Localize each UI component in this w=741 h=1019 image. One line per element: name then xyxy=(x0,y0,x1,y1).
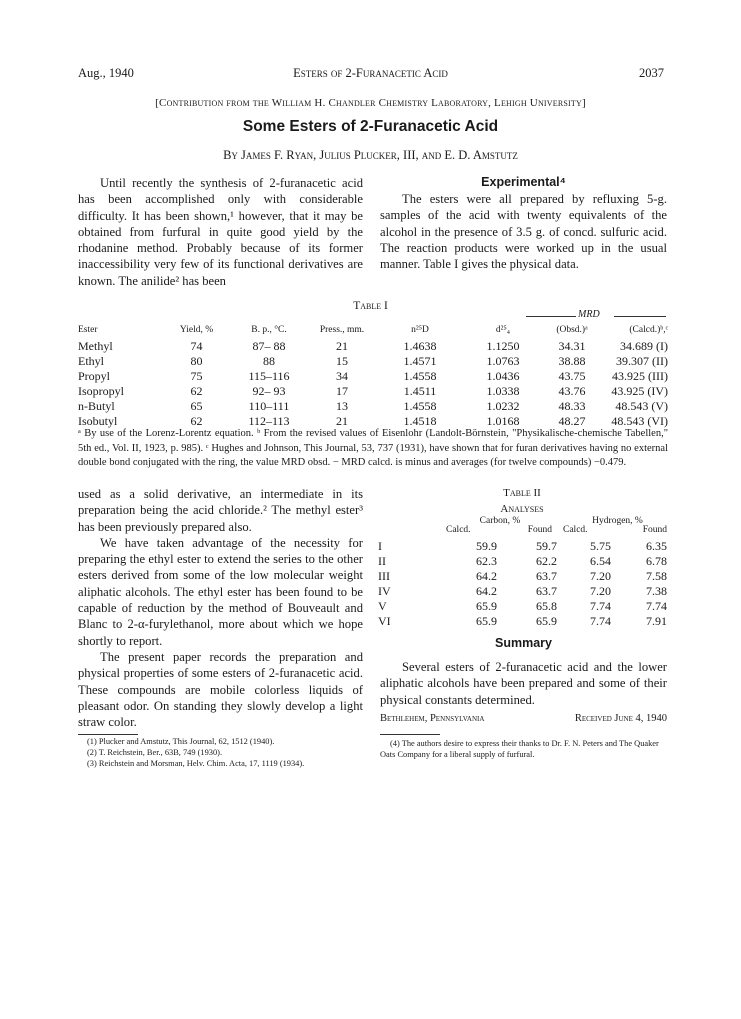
table-cell: 115–116 xyxy=(248,369,290,383)
table-cell: 48.33 xyxy=(558,399,586,413)
location-line: Bethlehem, Pennsylvania xyxy=(380,713,485,724)
table2-carbon-subheaders xyxy=(446,525,552,535)
table2-subheader: Calcd. xyxy=(563,525,588,535)
left-column-body xyxy=(78,486,363,730)
table-cell: 7.74 xyxy=(646,599,667,613)
page-number: 2037 xyxy=(639,66,664,80)
table-cell: 6.35 xyxy=(646,539,667,553)
table-cell: 110–111 xyxy=(248,399,290,413)
table-row xyxy=(377,614,667,629)
header-left: Aug., 1940 xyxy=(78,66,134,80)
running-title: Esters of 2-Furanacetic Acid xyxy=(293,66,448,80)
table2-subheader: Found xyxy=(642,525,667,535)
table-cell: 17 xyxy=(336,384,348,398)
table-cell: Propyl xyxy=(78,369,111,383)
article-title: Some Esters of 2-Furanacetic Acid xyxy=(242,118,499,135)
table-cell: 63.7 xyxy=(536,569,557,583)
table-cell: 62.2 xyxy=(536,554,557,568)
table-cell: 7.38 xyxy=(646,584,667,598)
table1 xyxy=(78,321,668,429)
summary-text: Several esters of 2-furanacetic acid and the lower aliphatic alcohols have been prepared and some of their physical constants determined. xyxy=(380,660,667,707)
table-row xyxy=(78,339,668,354)
table1-mr-group-label: MRD xyxy=(578,309,600,320)
table2-subtitle: Analyses xyxy=(500,503,544,515)
table2-carbon-group: Carbon, % xyxy=(479,516,521,526)
table-cell: 13 xyxy=(336,399,348,413)
table-cell: 112–113 xyxy=(248,414,290,428)
table-cell: V xyxy=(378,599,387,613)
table1-col-header: Ester xyxy=(78,325,98,335)
table-cell: 62.3 xyxy=(476,554,497,568)
table-cell: 65 xyxy=(190,399,203,413)
table-cell: 74 xyxy=(190,339,203,353)
table-cell: 62 xyxy=(190,384,203,398)
received-line: Received June 4, 1940 xyxy=(574,713,667,724)
table-row xyxy=(377,539,667,554)
table-cell: 43.925 (IV) xyxy=(611,384,668,398)
table-cell: 1.4558 xyxy=(403,399,437,413)
table2-title: Table II xyxy=(503,487,541,499)
table1-mr-bracket-right xyxy=(614,316,666,317)
table-cell: 6.54 xyxy=(590,554,611,568)
table-cell: 64.2 xyxy=(476,584,497,598)
table-cell: 1.4558 xyxy=(403,369,437,383)
experimental-heading: Experimental⁴ xyxy=(481,175,566,189)
table-row xyxy=(78,399,668,414)
table-cell: 65.9 xyxy=(476,599,497,613)
table1-col-header: (Obsd.)ᵃ xyxy=(556,325,588,335)
footnote-4: (4) The authors desire to express their thanks to Dr. F. N. Peters and The Quaker Oats Company for a liberal supply of furfural. xyxy=(380,739,659,759)
table-row xyxy=(78,384,668,399)
table-cell: 1.1250 xyxy=(486,339,520,353)
table-cell: 65.8 xyxy=(536,599,557,613)
table2-hydrogen-subheaders xyxy=(563,525,667,535)
table-cell: III xyxy=(378,569,390,583)
table-cell: Methyl xyxy=(78,339,113,353)
table-cell: 6.78 xyxy=(646,554,667,568)
table-cell: n-Butyl xyxy=(78,399,115,413)
intro-text: Until recently the synthesis of 2-furanacetic acid has been accomplished only with considerable difficulty. It has been shown,¹ however, that it may be obtained from furfural in quite good yield by the rhodanine method. Probably because of its former inaccessibility very few of its functional derivatives are known. The anilide² has been xyxy=(78,176,363,288)
table-cell: 43.75 xyxy=(558,369,586,383)
table-cell: IV xyxy=(378,584,391,598)
table-cell: VI xyxy=(378,614,391,628)
table1-footnote: ᵃ By use of the Lorenz-Lorentz equation. ᵇ From the revised values of Eisenlohr (Landolt-Börnstein, "Physikalische-chemische Tabellen," 5th ed., Vol. II, 1923, p. 985). ᶜ Hughes and Johnson, This Journal, 53, 737 (1931), have shown that for furan derivatives having no external double bond conjugated with the ring, the value MRD obsd. − MRD calcd. is minus and averages (for twelve compounds) −0.479. xyxy=(78,428,668,468)
table-cell: 59.9 xyxy=(476,539,497,553)
author-line: By James F. Ryan, Julius Plucker, III, and E. D. Amstutz xyxy=(223,148,518,162)
footnote-item: (2) T. Reichstein, Ber., 63B, 749 (1930). xyxy=(87,747,223,757)
table-cell: 7.20 xyxy=(590,569,611,583)
table-cell: 34.31 xyxy=(558,339,586,353)
table-cell: 65.9 xyxy=(536,614,557,628)
table-cell: 34.689 (I) xyxy=(620,339,668,353)
intro-paragraph xyxy=(78,175,363,289)
table-cell: 1.0232 xyxy=(486,399,520,413)
footnotes-left xyxy=(87,737,367,769)
table-cell: 48.27 xyxy=(558,414,586,428)
table-cell: 21 xyxy=(336,339,348,353)
table-cell: 92– 93 xyxy=(252,384,286,398)
table-cell: 64.2 xyxy=(476,569,497,583)
table-cell: 1.0436 xyxy=(486,369,520,383)
table-cell: 39.307 (II) xyxy=(616,354,668,368)
table1-mr-bracket-left xyxy=(526,316,576,317)
table-cell: 15 xyxy=(336,354,348,368)
table1-col-header: (Calcd.)ᵇ,ᶜ xyxy=(629,325,668,335)
table-cell: 7.20 xyxy=(590,584,611,598)
footnote-rule-left xyxy=(78,734,138,735)
table-cell: 1.0338 xyxy=(486,384,520,398)
table-cell: II xyxy=(378,554,386,568)
table2 xyxy=(377,539,667,629)
footnote-item: (1) Plucker and Amstutz, This Journal, 62, 1512 (1940). xyxy=(87,737,275,746)
table-cell: Isobutyl xyxy=(78,414,118,428)
table1-title: Table I xyxy=(353,300,388,312)
table-cell: 1.0763 xyxy=(486,354,520,368)
table-cell: Ethyl xyxy=(78,354,104,368)
table2-subheader: Found xyxy=(527,525,552,535)
table-cell: 7.74 xyxy=(590,614,611,628)
table1-col-header: n²⁵D xyxy=(411,325,429,335)
table-cell: 1.4638 xyxy=(403,339,437,353)
table1-col-header: d²⁵₄ xyxy=(495,325,511,335)
table-cell: 5.75 xyxy=(590,539,611,553)
table-cell: 43.925 (III) xyxy=(612,369,668,383)
table-row xyxy=(377,554,667,569)
table-cell: 1.4571 xyxy=(403,354,437,368)
footnote-rule-right xyxy=(380,734,440,735)
table-cell: 34 xyxy=(336,369,348,383)
table1-col-header: Yield, % xyxy=(179,325,214,335)
table-cell: 63.7 xyxy=(536,584,557,598)
table2-hydrogen-group: Hydrogen, % xyxy=(592,516,643,526)
table-row xyxy=(377,599,667,614)
table1-col-header: B. p., °C. xyxy=(251,325,287,335)
table-cell: 62 xyxy=(190,414,203,428)
experimental-paragraph xyxy=(380,191,667,272)
table-cell: 59.7 xyxy=(536,539,557,553)
table-cell: 21 xyxy=(336,414,348,428)
experimental-text: The esters were all prepared by refluxing 5-g. samples of the acid with twenty equivalents of the alcohol in the presence of 3.5 g. of concd. sulfuric acid. The reaction products were worked up in the usual manner. Table I gives the physical data. xyxy=(380,192,667,272)
table-cell: 1.0168 xyxy=(486,414,520,428)
footnote-item: (3) Reichstein and Morsman, Helv. Chim. Acta, 17, 1119 (1934). xyxy=(87,758,305,768)
table2-subheader: Calcd. xyxy=(446,525,471,535)
contribution-line: [Contribution from the William H. Chandler Chemistry Laboratory, Lehigh University] xyxy=(155,97,586,109)
summary-heading: Summary xyxy=(495,636,552,650)
table-cell: 1.4511 xyxy=(403,384,437,398)
table1-col-header: Press., mm. xyxy=(319,325,365,335)
table-cell: 75 xyxy=(190,369,203,383)
table-row xyxy=(377,569,667,584)
table1-header-row xyxy=(78,321,668,339)
body-paragraph: We have taken advantage of the necessity for preparing the ethyl ester to extend the series to the other esters derived from some of the low molecular weight aliphatic alcohols. The ethyl ester has been found to be capable of reduction by the method of Bouveault and Blanc to 2-α-furylethanol, more about which we hope shortly to report. xyxy=(78,535,363,648)
table-cell: I xyxy=(378,539,382,553)
table-cell: 38.88 xyxy=(558,354,586,368)
table-cell: 48.543 (V) xyxy=(615,399,668,413)
summary-paragraph xyxy=(380,659,667,708)
table-cell: 43.76 xyxy=(558,384,586,398)
table-cell: 48.543 (VI) xyxy=(611,414,668,428)
table-row xyxy=(377,584,667,599)
table-cell: 88 xyxy=(263,354,275,368)
table-cell: 65.9 xyxy=(476,614,497,628)
table-row xyxy=(78,369,668,384)
body-paragraph: used as a solid derivative, an intermediate in its preparation being the acid chloride.² The methyl ester³ has been previously prepared also. xyxy=(78,487,363,534)
body-paragraph: The present paper records the preparation and physical properties of some esters of 2-furanacetic acid. These compounds are mobile colorless liquids of pleasant odor. On standing they slowly develop a light straw color. xyxy=(78,649,363,730)
table-cell: 7.58 xyxy=(646,569,667,583)
table-cell: 1.4518 xyxy=(403,414,437,428)
table-cell: 80 xyxy=(190,354,203,368)
table-cell: 87– 88 xyxy=(252,339,286,353)
table-cell: 7.91 xyxy=(646,614,667,628)
table-cell: 7.74 xyxy=(590,599,611,613)
table-cell: Isopropyl xyxy=(78,384,124,398)
table-row xyxy=(78,354,668,369)
